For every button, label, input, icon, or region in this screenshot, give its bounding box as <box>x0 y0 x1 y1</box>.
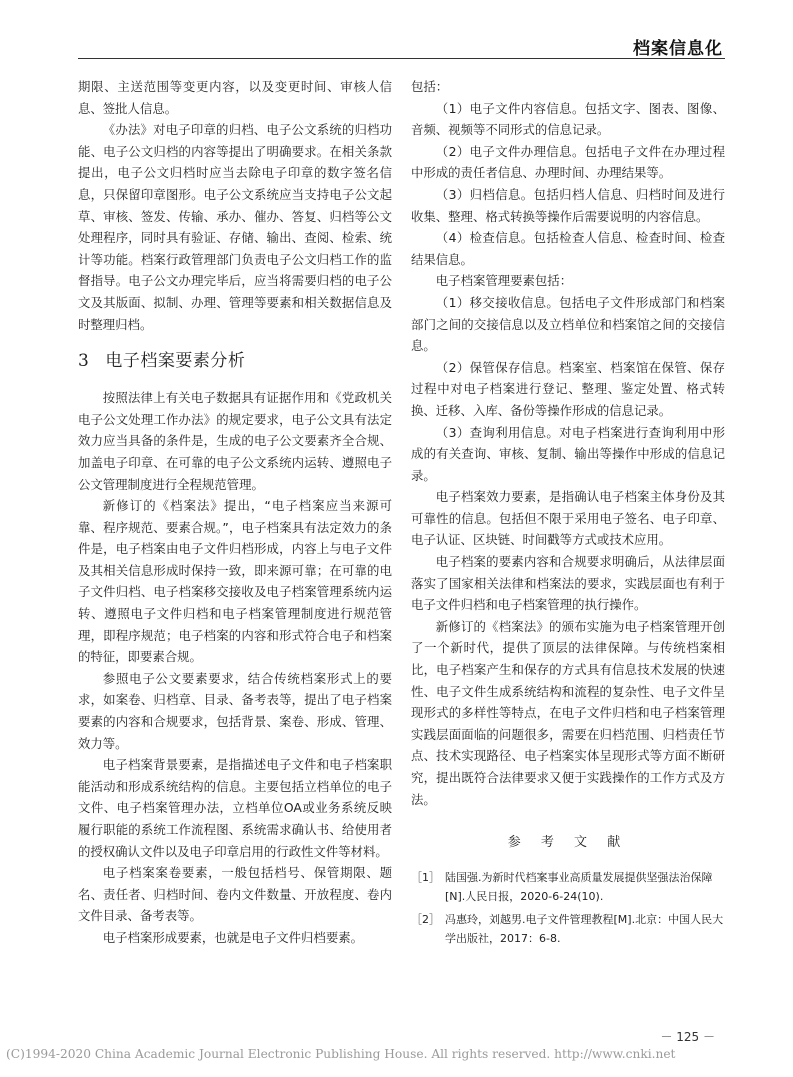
paragraph: 电子档案效力要素，是指确认电子档案主体身份及其可靠性的信息。包括但不限于采用电子签名、电子印章、电子认证、区块链、时间戳等方式或技术应用。 <box>411 489 725 548</box>
paragraph: （1）电子文件内容信息。包括文字、图表、图像、音频、视频等不同形式的信息记录。 <box>411 100 725 138</box>
paragraph: （1）移交接收信息。包括电子文件形成部门和档案部门之间的交接信息以及立档单位和档案馆之间的交接信息。 <box>411 294 725 354</box>
reference-number: ［1］ <box>411 870 440 884</box>
paragraph: （2）保管保存信息。档案室、档案馆在保管、保存过程中对电子档案进行登记、整理、鉴定处置、格式转换、迁移、入库、备份等操作形成的信息记录。 <box>411 359 725 418</box>
references-title: 参 考 文 献 <box>507 835 629 851</box>
paragraph: 电子档案背景要素，是指描述电子文件和电子档案职能活动和形成系统结构的信息。主要包括立档单位的电子文件、电子档案管理办法，立档单位OA或业务系统反映履行职能的系统工作流程图、系统需求确认书、给使用者的授权确认文件以及电子印章启用的行政性文件等材料。 <box>78 757 392 859</box>
paragraph: 《办法》对电子印章的归档、电子公文系统的归档功能、电子公文归档的内容等提出了明确要求。在相关条款提出，电子公文归档时应当去除电子印章的数字签名信息，只保留印章图形。电子公文系统应当支持电子公文起草、审核、签发、传输、承办、催办、答复、归档等公文处理程序，同时具有验证、存储、输出、查阅、检索、统计等功能。档案行政管理部门负责电子公文归档工作的监督指导。电子公文办理完毕后，应当将需要归档的电子公文及其版面、拟制、办理、管理等要素和相关数据信息及时整理归档。 <box>78 122 392 332</box>
page-number: － 125 － <box>660 1030 715 1044</box>
paragraph: 电子档案的要素内容和合规要求明确后，从法律层面落实了国家相关法律和档案法的要求，实践层面也有利于电子文件归档和电子档案管理的执行操作。 <box>411 554 725 613</box>
journal-name: 档案信息化 <box>633 39 723 59</box>
paragraph: （3）归档信息。包括归档人信息、归档时间及进行收集、整理、格式转换等操作后需要说明的内容信息。 <box>411 186 725 224</box>
reference-item <box>411 910 725 948</box>
paragraph: （2）电子文件办理信息。包括电子文件在办理过程中形成的责任者信息、办理时间、办理结果等。 <box>411 143 725 181</box>
reference-item <box>411 868 725 906</box>
paragraph: 参照电子公文要素要求，结合传统档案形式上的要求，如案卷、归档章、目录、备考表等，提出了电子档案要素的内容和合规要求，包括背景、案卷、形成、管理、效力等。 <box>78 670 392 751</box>
paragraph: （4）检查信息。包括检查人信息、检查时间、检查结果信息。 <box>411 230 725 267</box>
paragraph: 电子档案案卷要素，一般包括档号、保管期限、题名、责任者、归档时间、卷内文件数量、开放程度、卷内文件目录、备考表等。 <box>78 865 392 924</box>
paragraph: 期限、主送范围等变更内容，以及变更时间、审核人信息、签批人信息。 <box>78 79 392 116</box>
paragraph: 新修订的《档案法》提出，“电子档案应当来源可靠、程序规范、要素合规。”，电子档案具有法定效力的条件是，电子档案由电子文件归档形成，内容上与电子文件及其相关信息形成时保持一致，即来源可靠；在可靠的电子文件归档、电子档案移交接收及电子档案管理系统内运转、遵照电子文件归档和电子档案管理制度进行规范管理，即程序规范；电子档案的内容和形式符合电子和档案的特征，即要素合规。 <box>78 498 392 665</box>
paragraph: 电子档案管理要素包括： <box>435 273 573 289</box>
right-column <box>411 76 725 952</box>
paragraph: （3）查询利用信息。对电子档案进行查询利用中形成的有关查询、审核、复制、输出等操作中形成的信息记录。 <box>411 424 725 483</box>
reference-text: 陆国强.为新时代档案事业高质量发展提供坚强法治保障[N].人民日报，2020-6-24(10). <box>445 870 713 903</box>
section-number: 3 <box>78 351 90 372</box>
paragraph: 新修订的《档案法》的颁布实施为电子档案管理开创了一个新时代，提供了顶层的法律保障。与传统档案相比，电子档案产生和保存的方式具有信息技术发展的快速性、电子文件生成系统结构和流程的复杂性、电子文件呈现形式的多样性等特点，在电子文件归档和电子档案管理实践层面面临的问题很多，需要在归档范围、归档责任节点、技术实现路径、电子档案实体呈现形式等方面不断研究，提出既符合法律要求又便于实践操作的工作方式及方法。 <box>411 618 725 807</box>
left-column <box>78 76 392 949</box>
section-heading <box>78 349 392 373</box>
paragraph: 按照法律上有关电子数据具有证据作用和《党政机关电子公文处理工作办法》的规定要求，电子公文具有法定效力应当具备的条件是，生成的电子公文要素齐全合规、加盖电子印章、在可靠的电子公文系统内运转、遵照电子公文管理制度进行全程规范管理。 <box>78 390 392 492</box>
paragraph: 电子档案形成要素，也就是电子文件归档要素。 <box>102 929 363 945</box>
reference-text: 冯惠玲，刘越男.电子文件管理教程[M].北京：中国人民大学出版社，2017：6-8. <box>445 912 724 945</box>
header-rule <box>78 58 725 59</box>
reference-number: ［2］ <box>411 912 440 926</box>
paragraph: 包括： <box>411 79 449 94</box>
section-title: 电子档案要素分析 <box>105 351 246 372</box>
copyright-watermark: (C)1994-2020 China Academic Journal Electronic Publishing House. All rights reserved. http://www.cnki.net <box>6 1047 676 1061</box>
